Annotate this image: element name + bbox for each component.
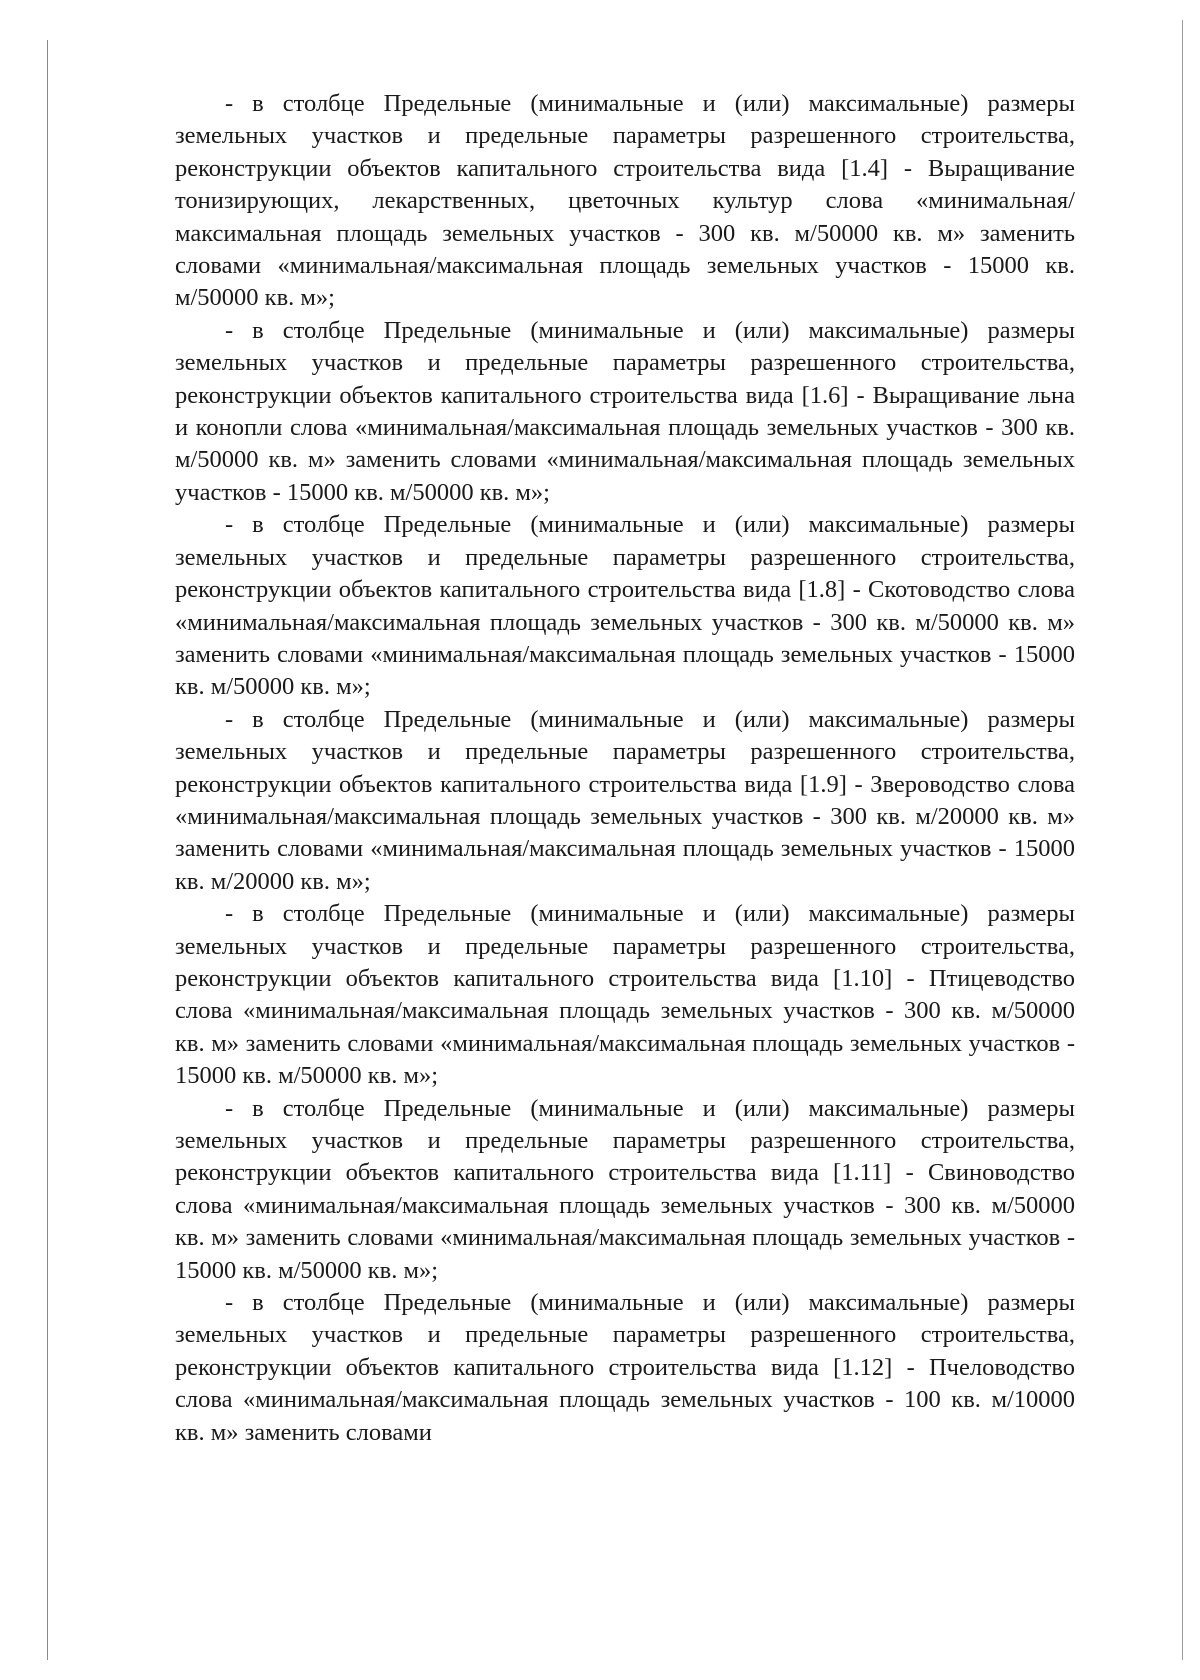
scan-edge-right — [1182, 20, 1183, 1660]
paragraph-3: - в столбце Предельные (минимальные и (или) максимальные) размеры земельных участков и предельные параметры разрешенного строительства, реконструкции объектов капитального строительства вида [1.8] - Скотоводство слова «минимальная/максимальная площадь земельных участков - 300 кв. м/50000 кв. м» заменить словами «минимальная/максимальная площадь земельных участков - 15000 кв. м/50000 кв. м»; — [175, 511, 1075, 701]
paragraph-2: - в столбце Предельные (минимальные и (или) максимальные) размеры земельных участков и предельные параметры разрешенного строительства, реконструкции объектов капитального строительства вида [1.6] - Выращивание льна и конопли слова «минимальная/максимальная площадь земельных участков - 300 кв. м/50000 кв. м» заменить словами «минимальная/максимальная площадь земельных участков - 15000 кв. м/50000 кв. м»; — [175, 316, 1075, 506]
paragraph-1: - в столбце Предельные (минимальные и (или) максимальные) размеры земельных участков и предельные параметры разрешенного строительства, реконструкции объектов капитального строительства вида [1.4] - Выращивание тонизирующих, лекарственных, цветочных культур слова «минимальная/максимальная площадь земельных участков - 300 кв. м/50000 кв. м» заменить словами «минимальная/максимальная площадь земельных участков - 15000 кв. м/50000 кв. м»; — [175, 90, 1075, 312]
scan-edge-left — [47, 40, 48, 1660]
paragraph-6: - в столбце Предельные (минимальные и (или) максимальные) размеры земельных участков и предельные параметры разрешенного строительства, реконструкции объектов капитального строительства вида [1.11] - Свиноводство слова «минимальная/максимальная площадь земельных участков - 300 кв. м/50000 кв. м» заменить словами «минимальная/максимальная площадь земельных участков - 15000 кв. м/50000 кв. м»; — [175, 1094, 1075, 1284]
paragraph-5: - в столбце Предельные (минимальные и (или) максимальные) размеры земельных участков и предельные параметры разрешенного строительства, реконструкции объектов капитального строительства вида [1.10] - Птицеводство слова «минимальная/максимальная площадь земельных участков - 300 кв. м/50000 кв. м» заменить словами «минимальная/максимальная площадь земельных участков - 15000 кв. м/50000 кв. м»; — [175, 900, 1075, 1090]
paragraph-4: - в столбце Предельные (минимальные и (или) максимальные) размеры земельных участков и предельные параметры разрешенного строительства, реконструкции объектов капитального строительства вида [1.9] - Звероводство слова «минимальная/максимальная площадь земельных участков - 300 кв. м/20000 кв. м» заменить словами «минимальная/максимальная площадь земельных участков - 15000 кв. м/20000 кв. м»; — [175, 705, 1075, 895]
document-body — [175, 88, 1075, 1449]
paragraph-7: - в столбце Предельные (минимальные и (или) максимальные) размеры земельных участков и предельные параметры разрешенного строительства, реконструкции объектов капитального строительства вида [1.12] - Пчеловодство слова «минимальная/максимальная площадь земельных участков - 100 кв. м/10000 кв. м» заменить словами — [175, 1289, 1075, 1446]
